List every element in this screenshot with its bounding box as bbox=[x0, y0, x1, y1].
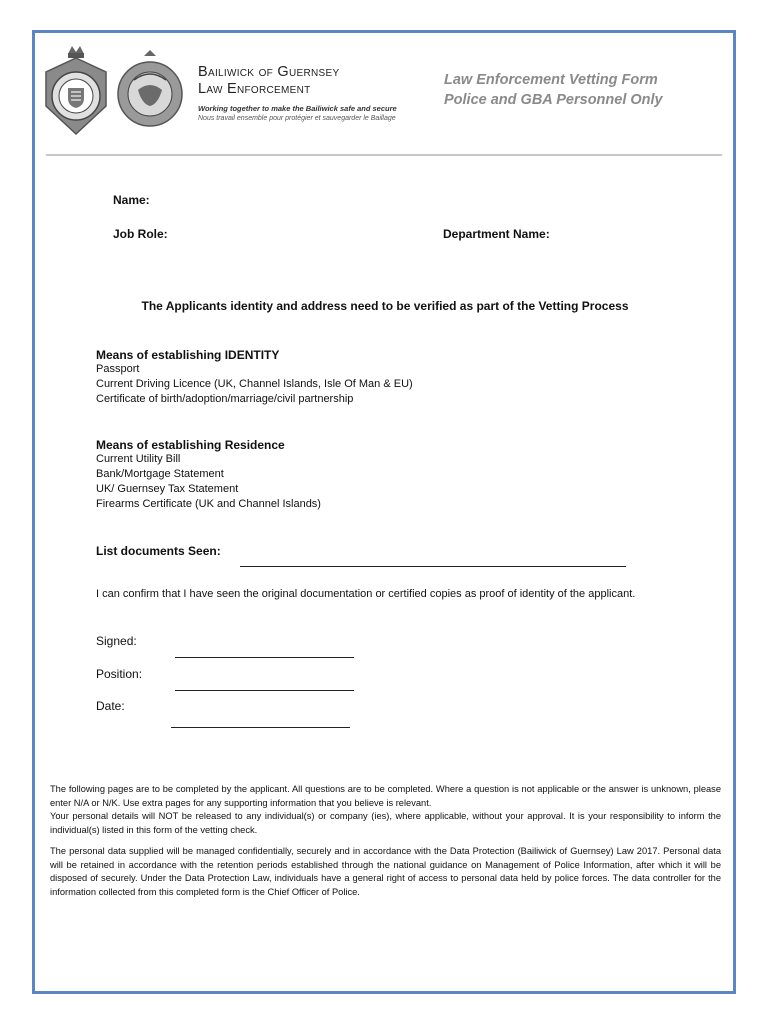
org-name-line1: Bailiwick of Guernsey bbox=[198, 64, 340, 80]
organisation-name bbox=[198, 64, 339, 98]
form-title-line2: Police and GBA Personnel Only bbox=[444, 92, 663, 108]
form-title bbox=[444, 70, 663, 110]
identity-heading: Means of establishing IDENTITY bbox=[96, 348, 280, 362]
footer-para-1: The following pages are to be completed by the applicant. All questions are to be completed. Where a question is not applicable or the answer is unknown, please enter N/A or N/K. Use extra pages for any supporting information that you believe is relevant. bbox=[50, 784, 721, 808]
confirmation-text: I can confirm that I have seen the original documentation or certified copies as proof of identity of the applicant. bbox=[96, 588, 636, 600]
tagline-english: Working together to make the Bailiwick safe and secure bbox=[198, 104, 397, 113]
footer-para-3: The personal data supplied will be managed confidentially, securely and in accordance with the Data Protection (Bailiwick of Guernsey) Law 2017. Personal data will be retained in accordance with the retention periods established through the national guidance on Management of Police Information, after which it will be disposed of securely. Under the Data Protection Law, individuals have a general right of access to personal data held by police forces. The data controller for the information collected from this completed form is the Chief Officer of Police. bbox=[50, 846, 721, 897]
residence-section bbox=[96, 438, 321, 512]
list-item: UK/ Guernsey Tax Statement bbox=[96, 483, 239, 495]
signed-label: Signed: bbox=[96, 634, 137, 648]
tagline-french: Nous travail ensemble pour protégier et sauvegarder le Baillage bbox=[198, 115, 396, 122]
police-badge-icon bbox=[40, 42, 112, 138]
documents-seen-label: List documents Seen: bbox=[96, 544, 221, 558]
job-role-label: Job Role: bbox=[113, 227, 168, 241]
verification-heading: The Applicants identity and address need to be verified as part of the Vetting Process bbox=[141, 299, 629, 313]
list-item: Passport bbox=[96, 363, 140, 375]
name-label: Name: bbox=[113, 193, 150, 207]
footer-para-2: Your personal details will NOT be released to any individual(s) or company (ies), where applicable, without your approval. It is your responsibility to inform the individual(s) listed in this form of the vetting check. bbox=[50, 811, 721, 835]
list-item: Current Driving Licence (UK, Channel Islands, Isle Of Man & EU) bbox=[96, 378, 413, 390]
list-item: Certificate of birth/adoption/marriage/civil partnership bbox=[96, 393, 354, 405]
position-line[interactable] bbox=[175, 690, 354, 691]
identity-section bbox=[96, 348, 413, 407]
department-label: Department Name: bbox=[443, 227, 550, 241]
form-title-line1: Law Enforcement Vetting Form bbox=[444, 72, 658, 88]
position-label: Position: bbox=[96, 667, 143, 681]
signed-line[interactable] bbox=[175, 657, 354, 658]
org-name-line2: Law Enforcement bbox=[198, 81, 311, 97]
date-line[interactable] bbox=[171, 727, 350, 728]
list-item: Current Utility Bill bbox=[96, 453, 181, 465]
residence-heading: Means of establishing Residence bbox=[96, 438, 285, 452]
header-divider bbox=[46, 154, 722, 156]
border-agency-badge-icon bbox=[114, 50, 186, 132]
date-label: Date: bbox=[96, 699, 125, 713]
documents-seen-line[interactable] bbox=[240, 566, 626, 567]
footer-notes bbox=[50, 783, 721, 899]
list-item: Firearms Certificate (UK and Channel Islands) bbox=[96, 498, 321, 510]
list-item: Bank/Mortgage Statement bbox=[96, 468, 224, 480]
